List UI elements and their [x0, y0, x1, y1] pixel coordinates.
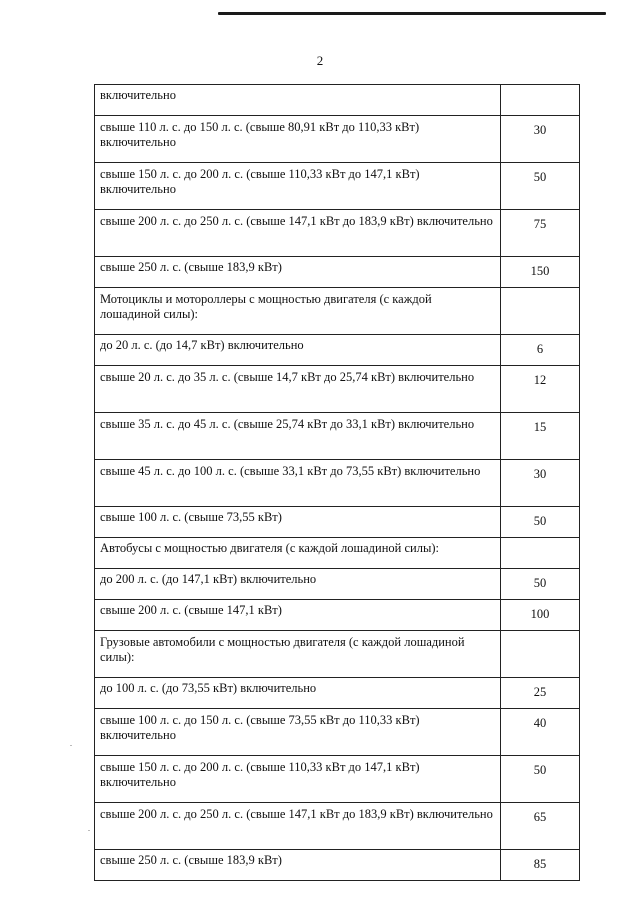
row-description: свыше 200 л. с. до 250 л. с. (свыше 147,1 кВт до 183,9 кВт) включительно [95, 210, 501, 257]
tax-rate-table [94, 84, 580, 881]
scan-speck [70, 745, 72, 746]
row-rate: 12 [501, 366, 580, 413]
row-description: свыше 150 л. с. до 200 л. с. (свыше 110,33 кВт до 147,1 кВт) включительно [95, 756, 501, 803]
row-rate: 50 [501, 507, 580, 538]
row-description: до 100 л. с. (до 73,55 кВт) включительно [95, 678, 501, 709]
table-row [95, 600, 580, 631]
row-rate: 30 [501, 116, 580, 163]
table-row [95, 507, 580, 538]
table-row [95, 803, 580, 850]
row-description: до 200 л. с. (до 147,1 кВт) включительно [95, 569, 501, 600]
row-description: свыше 35 л. с. до 45 л. с. (свыше 25,74 кВт до 33,1 кВт) включительно [95, 413, 501, 460]
row-description: свыше 110 л. с. до 150 л. с. (свыше 80,91 кВт до 110,33 кВт) включительно [95, 116, 501, 163]
row-description: свыше 200 л. с. (свыше 147,1 кВт) [95, 600, 501, 631]
row-rate: 50 [501, 163, 580, 210]
table-row [95, 709, 580, 756]
row-rate: 100 [501, 600, 580, 631]
row-rate: 50 [501, 569, 580, 600]
scan-speck [88, 830, 90, 831]
row-rate: 30 [501, 460, 580, 507]
table-row [95, 210, 580, 257]
row-description: до 20 л. с. (до 14,7 кВт) включительно [95, 335, 501, 366]
row-description: свыше 250 л. с. (свыше 183,9 кВт) [95, 257, 501, 288]
row-rate: 6 [501, 335, 580, 366]
section-header-row [95, 288, 580, 335]
table-row [95, 116, 580, 163]
row-rate: 75 [501, 210, 580, 257]
table-row [95, 85, 580, 116]
row-description: свыше 250 л. с. (свыше 183,9 кВт) [95, 850, 501, 881]
page-number: 2 [316, 53, 324, 68]
table-row [95, 366, 580, 413]
row-description: свыше 45 л. с. до 100 л. с. (свыше 33,1 кВт до 73,55 кВт) включительно [95, 460, 501, 507]
row-rate: 40 [501, 709, 580, 756]
table-row [95, 163, 580, 210]
table-row [95, 335, 580, 366]
row-rate: 150 [501, 257, 580, 288]
section-header-row [95, 538, 580, 569]
row-description: свыше 150 л. с. до 200 л. с. (свыше 110,33 кВт до 147,1 кВт) включительно [95, 163, 501, 210]
row-description: свыше 20 л. с. до 35 л. с. (свыше 14,7 кВт до 25,74 кВт) включительно [95, 366, 501, 413]
table-row [95, 569, 580, 600]
section-header-row [95, 631, 580, 678]
row-description: свыше 100 л. с. (свыше 73,55 кВт) [95, 507, 501, 538]
row-description: свыше 200 л. с. до 250 л. с. (свыше 147,1 кВт до 183,9 кВт) включительно [95, 803, 501, 850]
row-description: свыше 100 л. с. до 150 л. с. (свыше 73,55 кВт до 110,33 кВт) включительно [95, 709, 501, 756]
row-description: включительно [95, 85, 501, 116]
row-rate: 85 [501, 850, 580, 881]
table-row [95, 257, 580, 288]
row-rate [501, 288, 580, 335]
table-row [95, 413, 580, 460]
row-rate [501, 631, 580, 678]
row-rate: 15 [501, 413, 580, 460]
table-row [95, 850, 580, 881]
row-rate [501, 538, 580, 569]
row-rate: 65 [501, 803, 580, 850]
table-row [95, 460, 580, 507]
section-header-buses: Автобусы с мощностью двигателя (с каждой лошадиной силы): [95, 538, 501, 569]
section-header-motorcycles: Мотоциклы и мотороллеры с мощностью двигателя (с каждой лошадиной силы): [95, 288, 501, 335]
table-row [95, 678, 580, 709]
table-row [95, 756, 580, 803]
section-header-trucks: Грузовые автомобили с мощностью двигателя (с каждой лошадиной силы): [95, 631, 501, 678]
row-rate: 50 [501, 756, 580, 803]
row-rate [501, 85, 580, 116]
header-rule [218, 12, 606, 15]
row-rate: 25 [501, 678, 580, 709]
